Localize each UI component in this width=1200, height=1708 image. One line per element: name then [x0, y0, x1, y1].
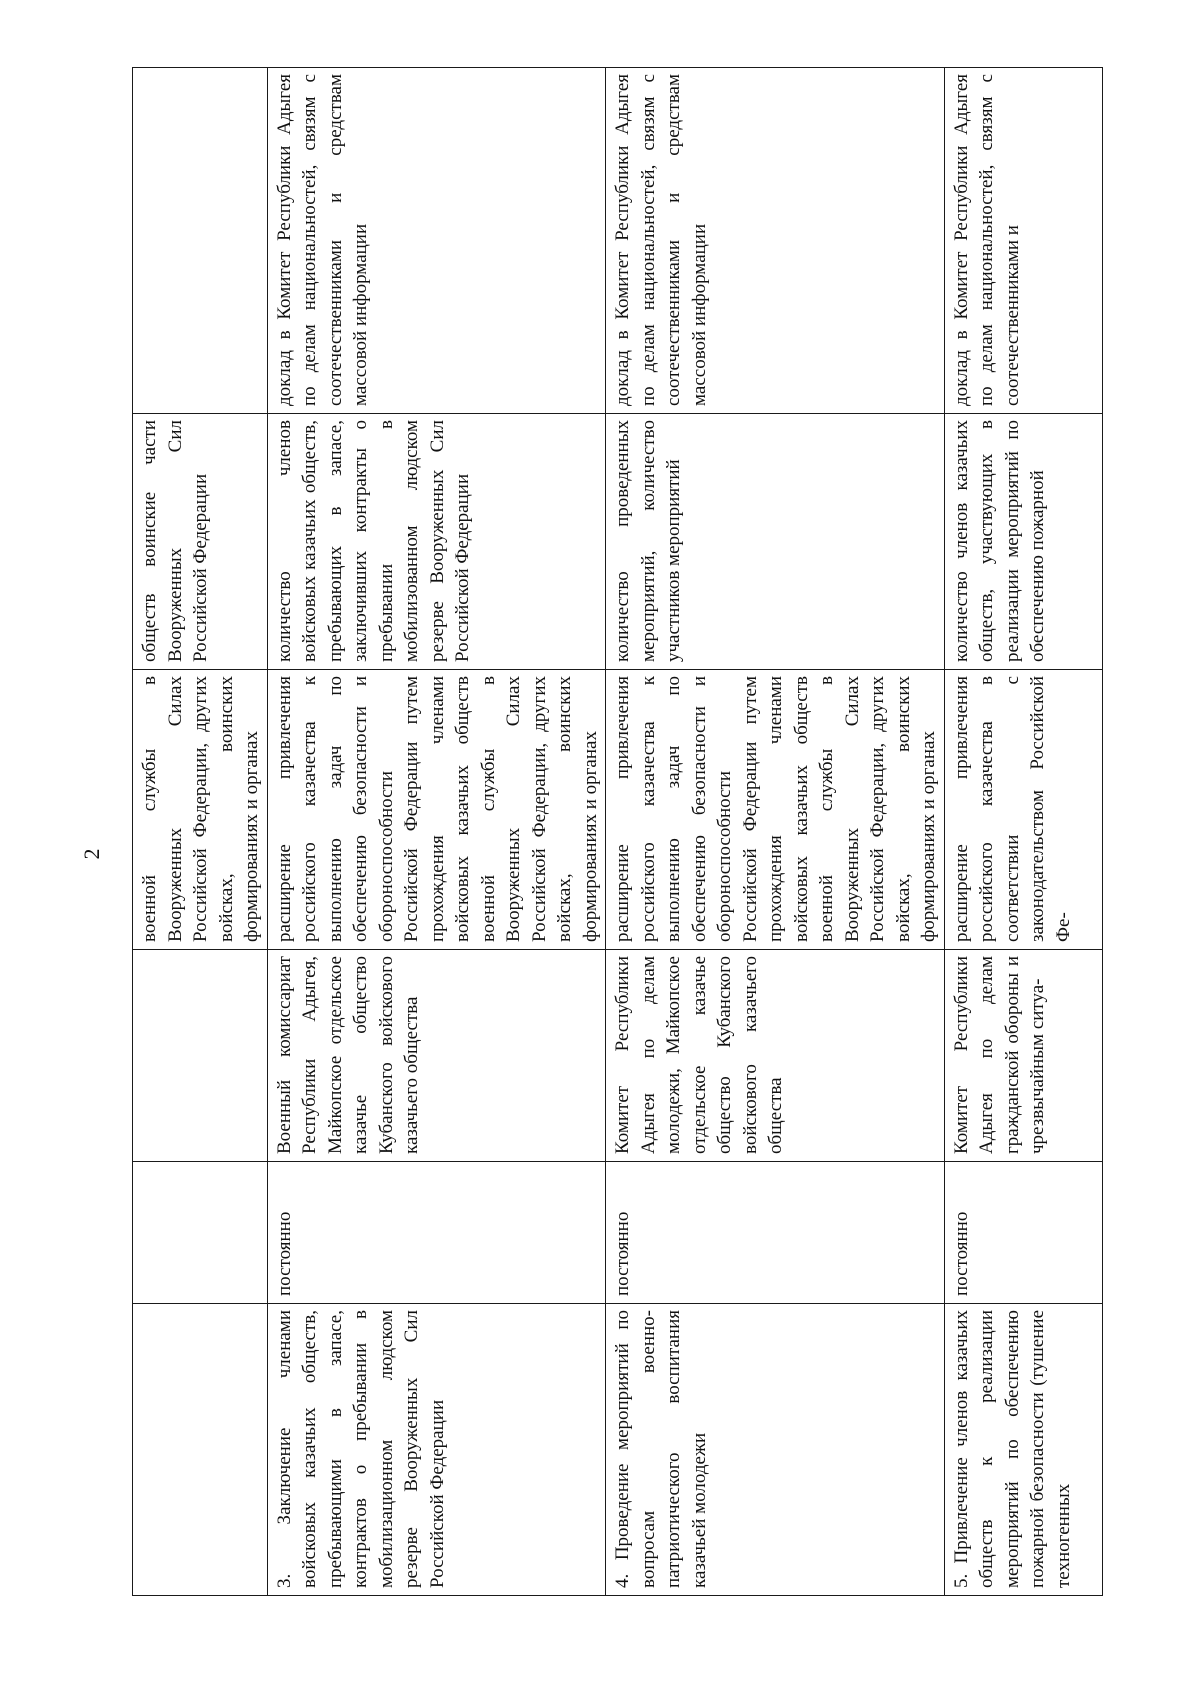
table-row [944, 68, 1102, 1596]
cell-responsible: Комитет Республики Адыгея по делам гражданской обороны и чрезвычайным ситуа- [944, 950, 1102, 1162]
cell-measure: 3. Заключение членами войсковых казачьих обществ, пребывающими в запасе, контрактов о пребывании в мобилизационном людском резерве Вооруженных Сил Российской Федерации [267, 1304, 606, 1596]
table-row-continuation [133, 68, 268, 1596]
cell-term: постоянно [944, 1162, 1102, 1304]
cell-measure: 4. Проведение мероприятий по вопросам военно-патриотического воспитания казачьей молодежи [606, 1304, 945, 1596]
cell-measure: 5. Привлечение членов казачьих обществ к реализации мероприятий по обеспечению пожарной безопасности (тушение техногенных [944, 1304, 1102, 1596]
cell-indicator: обществ воинские части Вооруженных Сил Российской Федерации [133, 414, 268, 670]
cell-term [133, 1162, 268, 1304]
cell-indicator: количество проведенных мероприятий, количество участников мероприятий [606, 414, 945, 670]
cell-reporting: доклад в Комитет Республики Адыгея по делам национальностей, связям с соотечественниками и средствам массовой информации [267, 68, 606, 414]
cell-responsible [133, 950, 268, 1162]
cell-result: расширение привлечения российского казачества к выполнению задач по обеспечению безопасности и обороноспособности Российской Федерации путем прохождения членами войсковых казачьих обществ военной службы в Вооруженных Силах Российской Федерации, других войсках, воинских формированиях и органах [606, 670, 945, 950]
table-row [267, 68, 606, 1596]
page-number: 2 [79, 848, 104, 860]
plan-table [132, 67, 1103, 1596]
table-row [606, 68, 945, 1596]
cell-reporting: доклад в Комитет Республики Адыгея по делам национальностей, связям с соотечественниками и [944, 68, 1102, 414]
cell-result: расширение привлечения российского казачества к выполнению задач по обеспечению безопасности и обороноспособности Российской Федерации путем прохождения членами войсковых казачьих обществ военной службы в Вооруженных Силах Российской Федерации, других войсках, воинских формированиях и органах [267, 670, 606, 950]
cell-reporting: доклад в Комитет Республики Адыгея по делам национальностей, связям с соотечественниками и средствам массовой информации [606, 68, 945, 414]
cell-responsible: Комитет Республики Адыгея по делам молодежи, Майкопское отдельское казачье общество Кубанского войскового казачьего общества [606, 950, 945, 1162]
cell-result: военной службы в Вооруженных Силах Российской Федерации, других войсках, воинских формированиях и органах [133, 670, 268, 950]
cell-term: постоянно [267, 1162, 606, 1304]
cell-indicator: количество членов войсковых казачьих обществ, пребывающих в запасе, заключивших контракты о пребывании в мобилизованном людском резерве Вооруженных Сил Российской Федерации [267, 414, 606, 670]
cell-term: постоянно [606, 1162, 945, 1304]
cell-reporting [133, 68, 268, 414]
cell-result: расширение привлечения российского казачества в соответствии с законодательством Российской Фе- [944, 670, 1102, 950]
plan-table-rotated [132, 68, 1078, 1596]
cell-responsible: Военный комиссариат Республики Адыгея, Майкопское отдельское казачье общество Кубанского войскового казачьего общества [267, 950, 606, 1162]
cell-indicator: количество членов казачьих обществ, участвующих в реализации мероприятий по обеспечению пожарной [944, 414, 1102, 670]
cell-measure [133, 1304, 268, 1596]
